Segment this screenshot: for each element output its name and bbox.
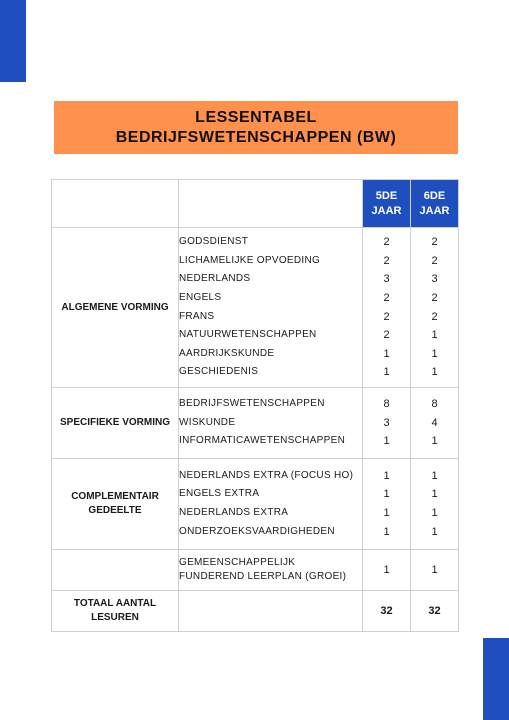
subject-item: NEDERLANDS EXTRA (FOCUS HO): [179, 469, 354, 481]
subject-list: [179, 550, 363, 591]
year-5-hours: [363, 228, 411, 388]
decorative-blue-bar-bottom: [483, 638, 509, 720]
hours-value: 4: [431, 416, 438, 429]
decorative-blue-bar-top: [0, 0, 26, 82]
year-5-hours: [363, 550, 411, 591]
hours-value: 2: [383, 254, 390, 267]
title-line-1: LESSENTABEL: [195, 108, 317, 126]
hours-value: 2: [383, 329, 390, 342]
hours-value: 1: [383, 366, 390, 379]
category-label: ALGEMENE VORMING: [52, 228, 179, 388]
header-year-6: [411, 180, 459, 228]
header-blank-category: [52, 180, 179, 228]
header-year-5-line2: JAAR: [371, 204, 402, 217]
year-6-hours: [411, 459, 459, 550]
subject-item: NEDERLANDS EXTRA: [179, 507, 289, 518]
page-title: [54, 101, 458, 154]
group-row-complementair-gedeelte: [52, 459, 459, 550]
year-6-hours: [411, 550, 459, 591]
subject-item: WISKUNDE: [179, 416, 236, 428]
hours-value: 3: [383, 273, 390, 286]
subject-item: AARDRIJKSKUNDE: [179, 347, 275, 359]
year-6-hours: [411, 228, 459, 388]
subject-item: NATUURWETENSCHAPPEN: [179, 329, 317, 341]
header-year-5: [363, 180, 411, 228]
total-row: [52, 591, 459, 632]
header-blank-subject: [179, 180, 363, 228]
category-label-line2: GEDEELTE: [88, 505, 142, 516]
hours-value: 1: [431, 563, 438, 576]
empty-subject-cell: [179, 591, 363, 632]
hours-value: 3: [383, 416, 390, 429]
hours-value: 1: [431, 329, 438, 342]
total-label: [52, 591, 179, 632]
subject-item-line2: FUNDEREND LEERPLAN (GROEI): [179, 571, 347, 582]
year-5-hours: [363, 388, 411, 459]
year-6-hours: [411, 388, 459, 459]
hours-value: 8: [383, 398, 390, 411]
hours-value: 1: [431, 469, 438, 482]
year-5-hours: [363, 459, 411, 550]
hours-value: 3: [431, 273, 438, 286]
hours-value: 1: [383, 563, 390, 576]
category-label-line1: COMPLEMENTAIR: [71, 491, 159, 502]
title-line-2: BEDRIJFSWETENSCHAPPEN (BW): [115, 128, 397, 146]
hours-value: 1: [431, 507, 438, 519]
lessentabel-table: [51, 179, 459, 632]
hours-value: 2: [431, 310, 438, 323]
hours-value: 1: [431, 435, 438, 448]
subject-list: [179, 388, 363, 459]
subject-item: LICHAMELIJKE OPVOEDING: [179, 254, 321, 266]
subject-item: ENGELS: [179, 291, 222, 303]
subject-item: GESCHIEDENIS: [179, 366, 259, 378]
subject-item: FRANS: [179, 310, 215, 322]
hours-value: 8: [431, 398, 438, 411]
hours-value: 2: [431, 291, 438, 304]
total-year-5: [363, 591, 411, 632]
subject-item-line1: GEMEENSCHAPPELIJK: [179, 557, 296, 568]
hours-value: 2: [431, 254, 438, 267]
subject-list: [179, 459, 363, 550]
total-label-line2: LESUREN: [91, 612, 139, 623]
category-label: [52, 459, 179, 550]
hours-value: 1: [431, 366, 438, 379]
total-year-6: [411, 591, 459, 632]
hours-value: 2: [431, 236, 438, 249]
subject-item: GODSDIENST: [179, 236, 249, 248]
subject-item: ONDERZOEKSVAARDIGHEDEN: [179, 525, 335, 537]
hours-value: 1: [431, 525, 438, 538]
header-row: [52, 180, 459, 228]
empty-category-cell: [52, 550, 179, 591]
hours-value: 2: [383, 236, 390, 249]
hours-value: 1: [383, 525, 390, 538]
category-label: SPECIFIEKE VORMING: [52, 388, 179, 459]
subject-list: [179, 228, 363, 388]
hours-value: 2: [383, 291, 390, 304]
header-year-5-line1: 5DE: [375, 189, 398, 202]
hours-value: 1: [431, 488, 438, 501]
hours-value: 1: [383, 507, 390, 519]
header-year-6-line1: 6DE: [423, 189, 446, 202]
group-row-algemene-vorming: [52, 228, 459, 388]
subject-item: ENGELS EXTRA: [179, 488, 260, 500]
hours-value: 1: [383, 347, 390, 360]
hours-value: 1: [383, 469, 390, 482]
total-label-line1: TOTAAL AANTAL: [73, 598, 157, 609]
hours-value: 1: [383, 435, 390, 448]
total-value: 32: [380, 604, 393, 617]
group-row-specifieke-vorming: [52, 388, 459, 459]
subject-item: INFORMATICAWETENSCHAPPEN: [179, 435, 346, 447]
hours-value: 1: [431, 347, 438, 360]
total-value: 32: [428, 604, 441, 617]
subject-item: BEDRIJFSWETENSCHAPPEN: [179, 398, 325, 410]
row-gemeenschappelijk-funderend-leerplan: [52, 550, 459, 591]
hours-value: 1: [383, 488, 390, 501]
hours-value: 2: [383, 310, 390, 323]
subject-item: NEDERLANDS: [179, 273, 251, 285]
header-year-6-line2: JAAR: [419, 204, 450, 217]
